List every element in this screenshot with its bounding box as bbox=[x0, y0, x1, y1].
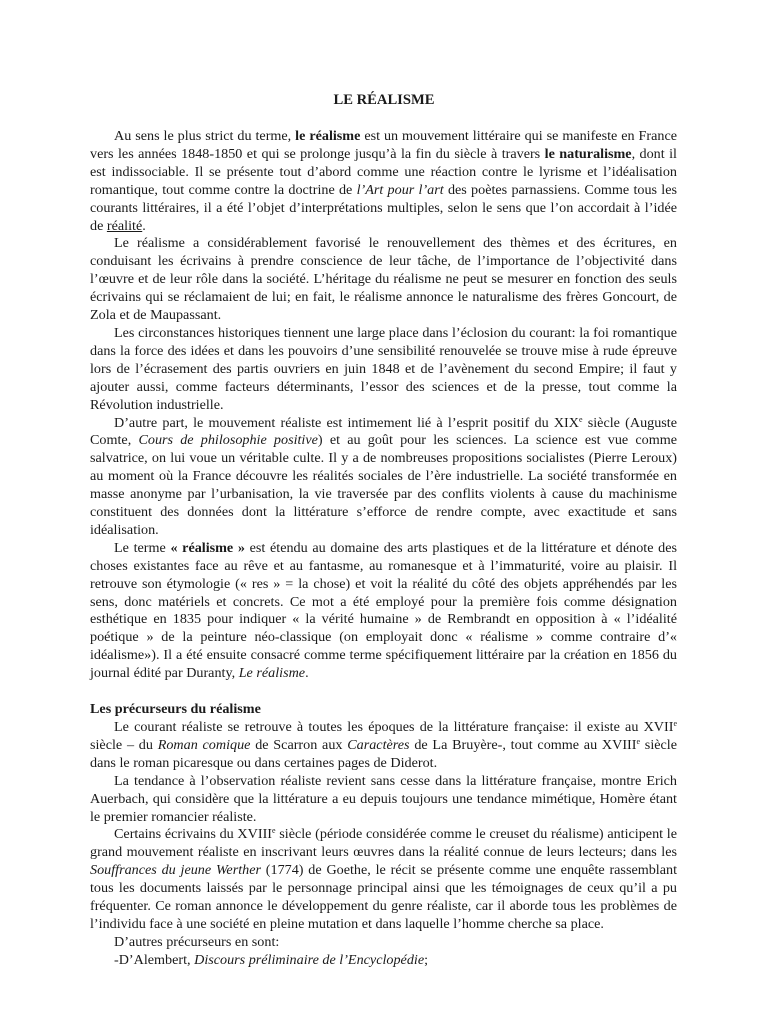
paragraph-term-realism: Le terme « réalisme » est étendu au domaine des arts plastiques et de la littérature et dénote des choses existantes face au rêve et au fantasme, au romanesque et à l’immaturité, voire au plaisir. Il retrouve son étymologie (« res » = la chose) et voit la réalité du côté des objets appréhendés par les sens, donc matériels et concrets. Ce mot a été employé pour la première fois comme désignation esthétique en 1835 pour indiquer « la vérité humaine » de Rembrandt en opposition à « l’idéalité poétique » de la peinture néo-classique (on employait donc « réalisme » comme contraire d’« idéalisme»). Il a été ensuite consacré comme terme spécifiquement littéraire par la création en 1856 du journal édité par Duranty, Le réalisme. bbox=[90, 539, 677, 682]
section-heading: Les précurseurs du réalisme bbox=[90, 701, 261, 718]
paragraph-auerbach: La tendance à l’observation réaliste revient sans cesse dans la littérature française, montre Erich Auerbach, qui considère que la littérature a eu depuis toujours une tendance mimétique, Homère étant le premier romancier réaliste. bbox=[90, 772, 677, 825]
paragraph-renewal: Le réalisme a considérablement favorisé le renouvellement des thèmes et des écritures, en conduisant les écrivains à prendre conscience de leur tâche, de l’importance de l’objectivité dans l’œuvre et de leur rôle dans la société. L’héritage du réalisme ne peut se mesurer en fonction des seuls écrivains qui se réclamaient de lui; en fait, le réalisme annonce le naturalisme des frères Goncourt, de Zola et de Maupassant. bbox=[90, 235, 677, 324]
list-item-dalembert: -D’Alembert, Discours préliminaire de l’Encyclopédie; bbox=[114, 951, 429, 968]
paragraph-other-precursors: D’autres précurseurs en sont: bbox=[114, 933, 280, 950]
page-title: LE RÉALISME bbox=[333, 92, 435, 108]
paragraph-positivism: D’autre part, le mouvement réaliste est intimement lié à l’esprit positif du XIXe siècle (Auguste Comte, Cours de philosophie positive) et au goût pour les sciences. La science est vue comme salvatrice, on lui voue un véritable culte. Il y a de nombreuses propositions socialistes (Pierre Leroux) au moment où la France découvre les réalités sociales de l’ère industrielle. La société transformée en masse anonyme par l’urbanisation, la vie traversée par des conflits violents à cause du machinisme constituent des données dont la littérature s’efforce de rendre compte, avec exactitude et sans idéalisation. bbox=[90, 414, 677, 538]
paragraph-eighteenth-century: Certains écrivains du XVIIIe siècle (période considérée comme le creuset du réalisme) anticipent le grand mouvement réaliste en inscrivant leurs œuvres dans la réalité connue de leurs lecteurs; dans les Souffrances du jeune Werther (1774) de Goethe, le récit se présente comme une enquête rassemblant tous les documents laissés par le personnage principal ainsi que les témoignages de ceux qu’il a pu fréquenter. Ce roman annonce le développement du genre réaliste, car il aborde tous les problèmes de l’individu face à une société en pleine mutation et dans laquelle l’homme cherche sa place. bbox=[90, 826, 677, 932]
paragraph-historical-circumstances: Les circonstances historiques tiennent une large place dans l’éclosion du courant: la foi romantique dans la force des idées et dans les pouvoirs d’une sensibilité renouvelée se trouve mise à rude épreuve lors de l’écrasement des partis ouvriers en juin 1848 et de l’avènement du second Empire; il faut y ajouter aussi, comme facteurs déterminants, l’essor des sciences et de la presse, tout comme la Révolution industrielle. bbox=[90, 324, 677, 413]
document-body bbox=[90, 128, 677, 970]
paragraph-spacer bbox=[90, 683, 677, 701]
paragraph-definition: Au sens le plus strict du terme, le réalisme est un mouvement littéraire qui se manifeste en France vers les années 1848-1850 et qui se prolonge jusqu’à la fin du siècle à travers le naturalisme, dont il est indissociable. Il se présente tout d’abord comme une réaction contre le lyrisme et l’idéalisation romantique, tout comme contre la doctrine de l’Art pour l’art des poètes parnassiens. Comme tous les courants littéraires, il a été l’objet d’interprétations multiples, selon le sens que l’on accordait à l’idée de réalité. bbox=[90, 128, 678, 234]
paragraph-all-eras: Le courant réaliste se retrouve à toutes les époques de la littérature française: il existe au XVIIe siècle – du Roman comique de Scarron aux Caractères de La Bruyère-, tout comme au XVIIIe siècle dans le roman picaresque ou dans certaines pages de Diderot. bbox=[90, 719, 677, 771]
